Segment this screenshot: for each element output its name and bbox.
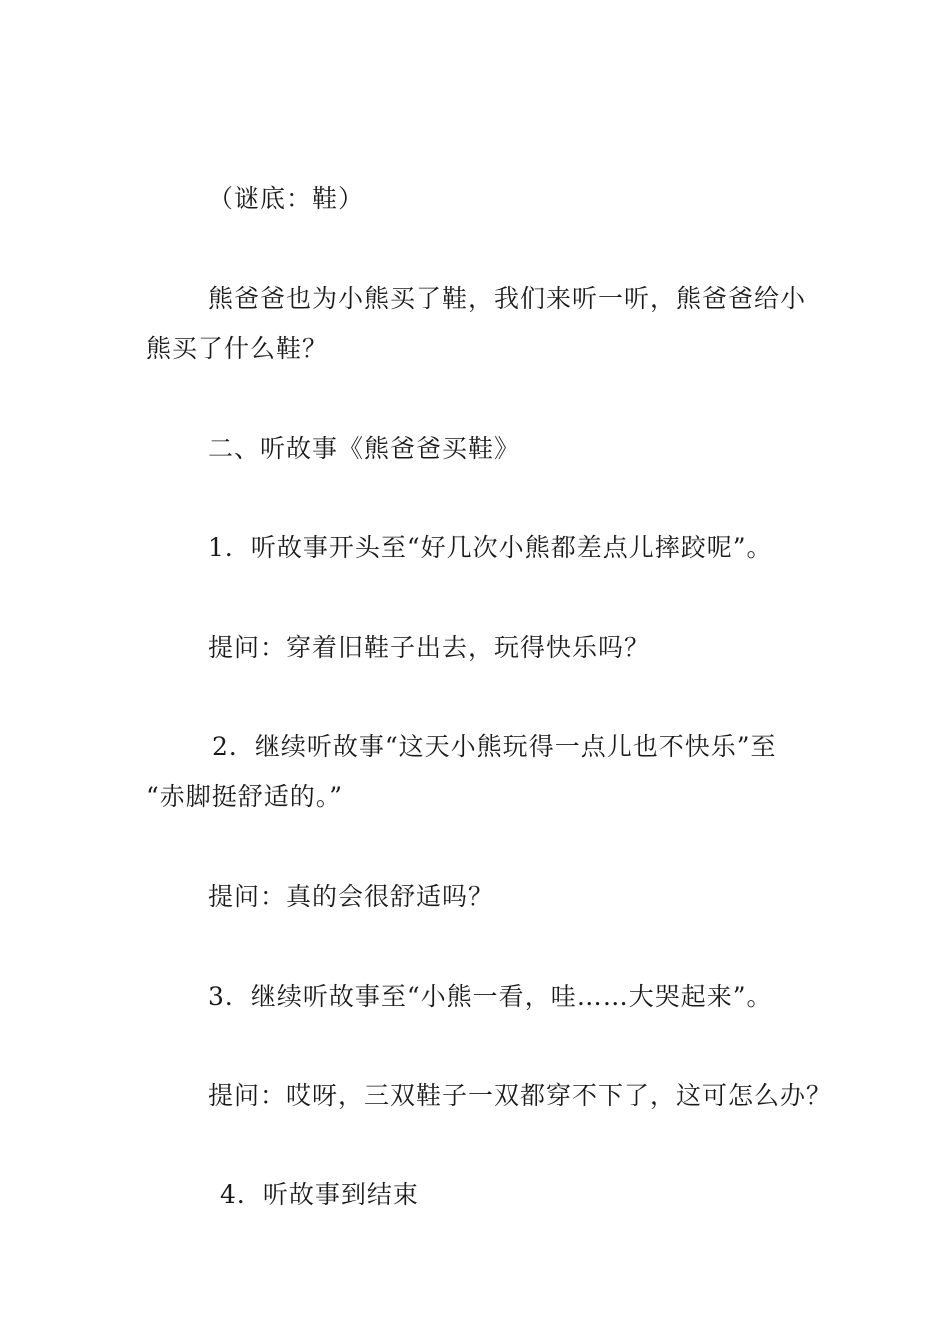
riddle-answer: （谜底：鞋） (208, 184, 365, 213)
step-2-line-2: “赤脚挺舒适的。” (146, 782, 344, 811)
paragraph-intro-line-1: 熊爸爸也为小熊买了鞋，我们来听一听，熊爸爸给小 (208, 284, 807, 313)
question-2: 提问：真的会很舒适吗？ (208, 882, 495, 911)
step-3: 3．继续听故事至“小熊一看，哇……大哭起来”。 (208, 982, 773, 1011)
paragraph-intro-line-2: 熊买了什么鞋？ (146, 334, 329, 363)
paragraph-intro (146, 274, 816, 374)
step-4: 4．听故事到结束 (220, 1180, 419, 1209)
question-3: 提问：哎呀，三双鞋子一双都穿不下了，这可怎么办？ (208, 1081, 833, 1110)
step-1: 1．听故事开头至“好几次小熊都差点儿摔跤呢”。 (208, 533, 773, 562)
step-2-line-1: 2．继续听故事“这天小熊玩得一点儿也不快乐”至 (212, 732, 777, 761)
step-2 (146, 722, 816, 822)
section-heading: 二、听故事《熊爸爸买鞋》 (208, 434, 521, 463)
question-1: 提问：穿着旧鞋子出去，玩得快乐吗？ (208, 633, 651, 662)
